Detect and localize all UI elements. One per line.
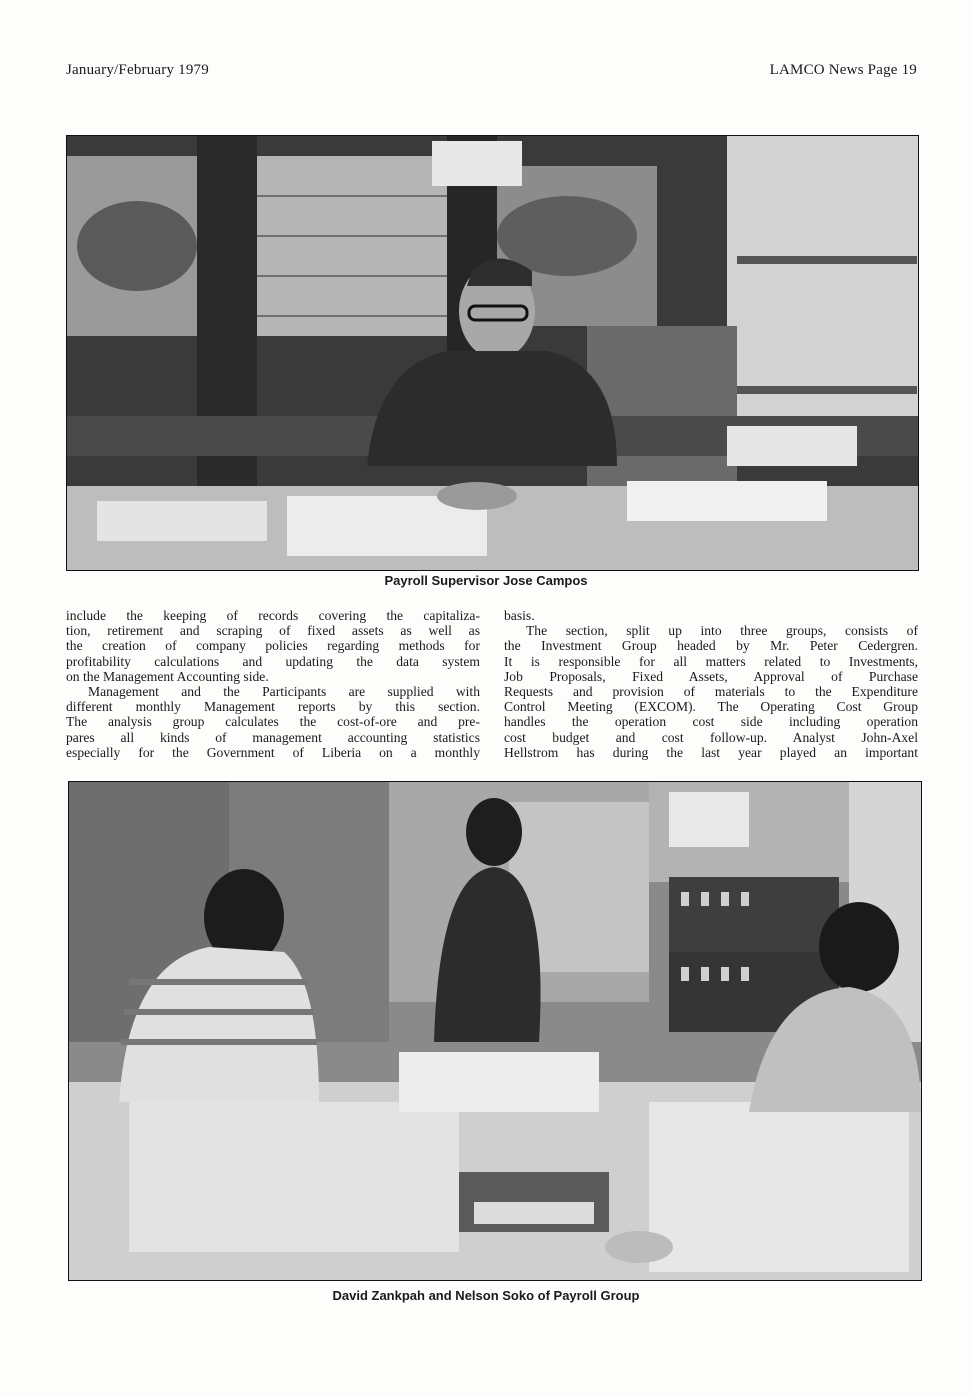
- text-line: The section, split up into three groups, consists of: [526, 623, 918, 639]
- page-label: LAMCO News Page 19: [769, 62, 917, 78]
- photo-payroll-supervisor: [66, 135, 919, 571]
- text-line: basis.: [504, 608, 535, 623]
- text-line: tion, retirement and scraping of fixed assets as well as: [66, 623, 480, 639]
- text-line: Management and the Participants are supplied with: [88, 684, 480, 700]
- text-line: The analysis group calculates the cost-of-ore and pre-: [66, 714, 480, 730]
- photo-payroll-supervisor-image: [67, 136, 918, 570]
- text-line: handles the operation cost side including operation: [504, 714, 918, 730]
- text-line: the Investment Group headed by Mr. Peter Cedergren.: [504, 638, 918, 654]
- text-line: Requests and provision of materials to the Expenditure: [504, 684, 918, 700]
- text-line: It is responsible for all matters related to Investments,: [504, 653, 918, 669]
- text-line: Control Meeting (EXCOM). The Operating Cost Group: [504, 699, 918, 715]
- text-line: the creation of company policies regarding methods for: [66, 638, 480, 654]
- text-line: profitability calculations and updating the data system: [66, 653, 480, 669]
- photo-payroll-group-image: [69, 782, 921, 1280]
- text-line: Job Proposals, Fixed Assets, Approval of Purchase: [504, 668, 918, 684]
- photo-caption-bottom: David Zankpah and Nelson Soko of Payroll Group: [332, 1288, 640, 1303]
- article-column-right: [504, 608, 918, 760]
- text-line: pares all kinds of management accounting statistics: [66, 729, 480, 745]
- text-line: on the Management Accounting side.: [66, 668, 269, 684]
- text-line: include the keeping of records covering the capitaliza-: [66, 608, 480, 623]
- article-column-left: [66, 608, 480, 760]
- photo-caption-top: Payroll Supervisor Jose Campos: [384, 573, 588, 588]
- issue-date: January/February 1979: [66, 62, 209, 78]
- photo-payroll-group: [68, 781, 922, 1281]
- text-line: Hellstrom has during the last year played an important: [504, 744, 918, 760]
- text-line: cost budget and cost follow-up. Analyst John-Axel: [504, 729, 918, 745]
- text-line: especially for the Government of Liberia on a monthly: [66, 744, 480, 760]
- text-line: different monthly Management reports by this section.: [66, 699, 480, 715]
